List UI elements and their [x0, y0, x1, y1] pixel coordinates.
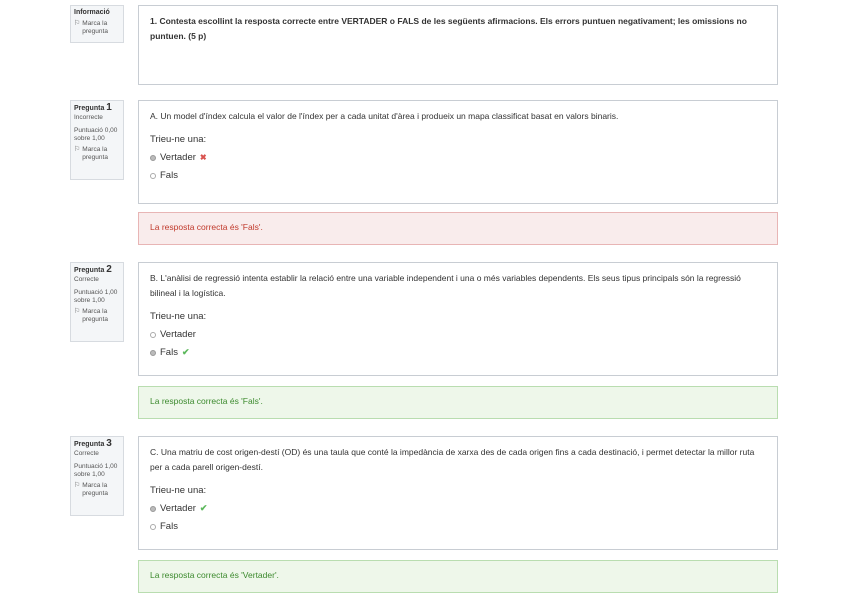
- option-label: Vertader: [160, 503, 196, 514]
- answer-prompt: Trieu-ne una:: [150, 311, 207, 322]
- correct-icon: ✔: [181, 347, 190, 357]
- feedback-text: La resposta correcta és 'Fals'.: [150, 222, 263, 232]
- flag-label: Marca la pregunta: [82, 482, 108, 497]
- question-info-panel: [70, 262, 124, 342]
- question-state: Correcte: [74, 276, 99, 283]
- option-fals[interactable]: [150, 347, 766, 358]
- intro-info-label: Informació: [74, 9, 110, 16]
- feedback-box: [138, 560, 778, 593]
- answer-prompt: Trieu-ne una:: [150, 134, 207, 145]
- feedback-text: La resposta correcta és 'Vertader'.: [150, 570, 279, 580]
- flag-label: Marca la pregunta: [82, 146, 108, 161]
- intro-flag-label: Marca la pregunta: [82, 20, 108, 35]
- option-label: Vertader: [160, 152, 196, 163]
- question-grade: Puntuació 0,00 sobre 1,00: [74, 127, 118, 142]
- option-label: Fals: [160, 347, 178, 358]
- incorrect-icon: ✖: [199, 153, 207, 162]
- question-number: Pregunta 3: [74, 438, 112, 449]
- option-fals[interactable]: [150, 170, 766, 181]
- feedback-text: La resposta correcta és 'Fals'.: [150, 396, 263, 406]
- question-text: A. Un model d'índex calcula el valor de l'índex per a cada unitat d'àrea i produeix un mapa classificat basat en valors binaris.: [150, 111, 619, 121]
- radio-button[interactable]: [150, 350, 156, 356]
- radio-button[interactable]: [150, 524, 156, 530]
- question-box: [138, 436, 778, 550]
- flag-question[interactable]: [74, 146, 120, 162]
- radio-button[interactable]: [150, 155, 156, 161]
- question-state: Incorrecte: [74, 114, 103, 121]
- feedback-box: [138, 212, 778, 245]
- option-fals[interactable]: [150, 521, 766, 532]
- question-text: C. Una matriu de cost origen-destí (OD) és una taula que conté la impedància de xarxa des de cada origen fins a cada destinació, i permet detectar la millor ruta per a cada parell origen-destí.: [150, 447, 755, 472]
- feedback-box: [138, 386, 778, 419]
- question-box: [138, 262, 778, 376]
- question-text: B. L'anàlisi de regressió intenta establir la relació entre una variable independent i una o més variables dependents. Els seus tipus principals són la regressió bilineal i la logística.: [150, 273, 741, 298]
- flag-icon: ⚐: [74, 20, 81, 27]
- option-vertader[interactable]: [150, 503, 766, 514]
- question-info-panel: [70, 436, 124, 516]
- option-vertader[interactable]: [150, 152, 766, 163]
- option-vertader[interactable]: [150, 329, 766, 340]
- intro-flag-question[interactable]: [74, 20, 120, 36]
- question-grade: Puntuació 1,00 sobre 1,00: [74, 289, 118, 304]
- question-info-panel: [70, 100, 124, 180]
- flag-question[interactable]: [74, 308, 120, 324]
- question-grade: Puntuació 1,00 sobre 1,00: [74, 463, 118, 478]
- question-box: [138, 100, 778, 204]
- answer-prompt: Trieu-ne una:: [150, 485, 207, 496]
- intro-text: 1. Contesta escollint la resposta correcte entre VERTADER o FALS de les següents afirmacions. Els errors puntuen negativament; les omissions no puntuen. (5 p): [150, 16, 747, 41]
- radio-button[interactable]: [150, 173, 156, 179]
- intro-text-box: [138, 5, 778, 85]
- option-label: Fals: [160, 170, 178, 181]
- correct-icon: ✔: [199, 503, 208, 513]
- flag-icon: ⚐: [74, 146, 81, 153]
- radio-button[interactable]: [150, 332, 156, 338]
- question-number: Pregunta 2: [74, 264, 112, 275]
- radio-button[interactable]: [150, 506, 156, 512]
- question-number: Pregunta 1: [74, 102, 112, 113]
- flag-label: Marca la pregunta: [82, 308, 108, 323]
- option-label: Fals: [160, 521, 178, 532]
- flag-icon: ⚐: [74, 482, 81, 489]
- option-label: Vertader: [160, 329, 196, 340]
- flag-question[interactable]: [74, 482, 120, 498]
- intro-info-panel: [70, 5, 124, 43]
- flag-icon: ⚐: [74, 308, 81, 315]
- question-state: Correcte: [74, 450, 99, 457]
